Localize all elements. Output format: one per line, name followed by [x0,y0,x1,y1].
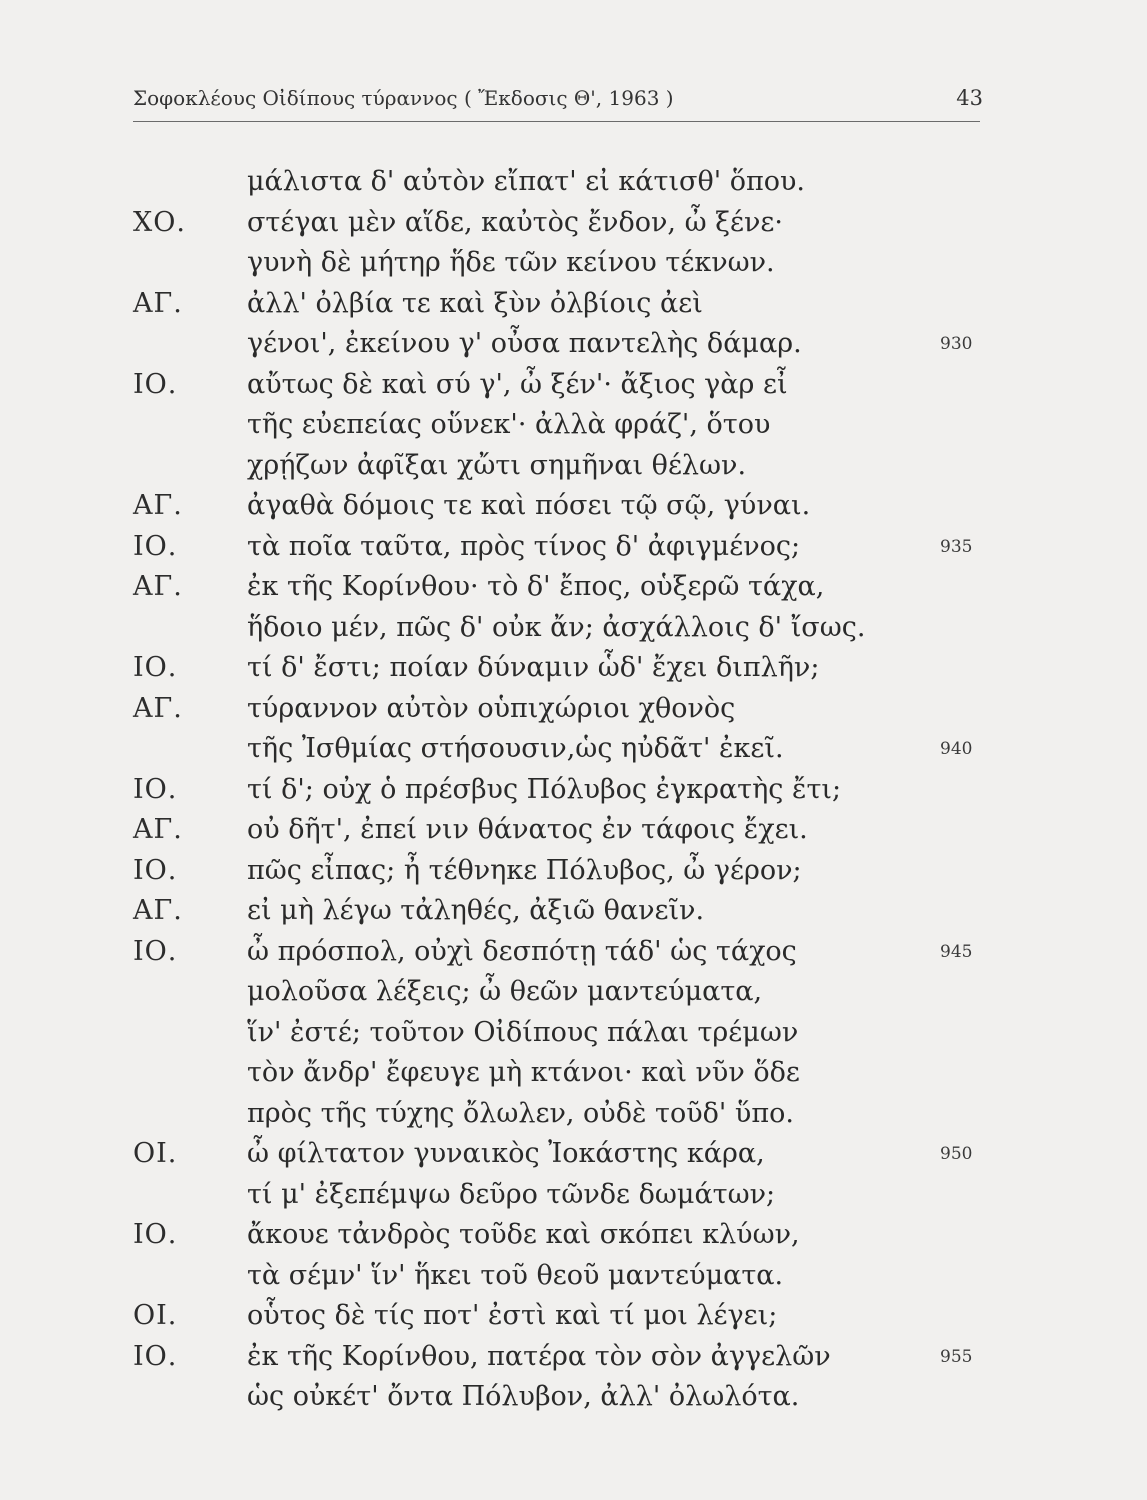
verse-text-line: τί μ' ἐξεπέμψω δεῦρο τῶνδε δωμάτων; [247,1178,776,1210]
verse-text-line: πῶς εἶπας; ἦ τέθνηκε Πόλυβος, ὦ γέρον; [247,854,802,886]
speaker-label: ΙΟ. [133,935,178,967]
verse-line [0,369,1147,409]
verse-text-line: ἐκ τῆς Κορίνθου, πατέρα τὸν σὸν ἀγγελῶν [247,1340,831,1372]
verse-text-line: αὔτως δὲ καὶ σύ γ', ὦ ξέν'· ἄξιος γὰρ εἶ [247,368,788,400]
verse-line [0,247,1147,287]
line-number: 940 [940,739,973,759]
verse-line [0,1098,1147,1138]
verse-text-line: τύραννον αὐτὸν οὑπιχώριοι χθονὸς [247,692,736,724]
verse-text-line: ἄκουε τἀνδρὸς τοῦδε καὶ σκόπει κλύων, [247,1219,800,1250]
verse-line [0,814,1147,854]
verse-text-line: τί δ' ἔστι; ποίαν δύναμιν ὧδ' ἔχει διπλῆν; [247,652,820,683]
speaker-label: ΟΙ. [133,1138,178,1169]
verse-text-line: γένοι', ἐκείνου γ' οὖσα παντελὴς δάμαρ. [247,328,802,359]
verse-line [0,571,1147,611]
speaker-label: ΙΟ. [133,652,178,683]
verse-text-line: ἀλλ' ὀλβία τε καὶ ξὺν ὀλβίοις ἀεὶ [247,287,703,319]
verse-line [0,1017,1147,1057]
line-number: 930 [940,334,973,354]
verse-line [0,612,1147,652]
verse-text-line: πρὸς τῆς τύχης ὄλωλεν, οὐδὲ τοῦδ' ὕπο. [247,1097,794,1129]
verse-text-line: τί δ'; οὐχ ὁ πρέσβυς Πόλυβος ἐγκρατὴς ἔτι; [247,773,842,805]
verse-text-line: οὐ δῆτ', ἐπεί νιν θάνατος ἐν τάφοις ἔχει. [247,814,808,845]
verse-line [0,1260,1147,1300]
verse-text-line: ἀγαθὰ δόμοις τε καὶ πόσει τῷ σῷ, γύναι. [247,490,811,521]
verse-line [0,490,1147,530]
verse-text-line: εἰ μὴ λέγω τἀληθές, ἀξιῶ θανεῖν. [247,895,705,926]
speaker-label: ΧΟ. [133,206,186,238]
verse-text-line: ὦ πρόσπολ, οὐχὶ δεσπότῃ τάδ' ὡς τάχος [247,935,797,967]
line-number: 945 [940,941,973,962]
verse-line [0,328,1147,368]
verse-text-line: τὰ ποῖα ταῦτα, πρὸς τίνος δ' ἀφιγμένος; [247,530,801,562]
verse-line [0,1057,1147,1097]
page-number: 43 [956,86,983,110]
verse-text-line: ἐκ τῆς Κορίνθου· τὸ δ' ἔπος, οὑξερῶ τάχα, [247,571,825,602]
verse-line [0,1341,1147,1381]
speaker-label: ΑΓ. [133,571,183,602]
line-number: 955 [940,1346,973,1367]
verse-line [0,1179,1147,1219]
verse-line [0,1381,1147,1421]
verse-line [0,207,1147,247]
verse-text-line: τῆς Ἰσθμίας στήσουσιν,ὡς ηὐδᾶτ' ἐκεῖ. [247,733,784,764]
speaker-label: ΙΟ. [133,368,178,400]
verse-text-line: στέγαι μὲν αἵδε, καὐτὸς ἔνδον, ὦ ξένε· [247,206,784,238]
verse-line [0,652,1147,692]
verse-text-line: μάλιστα δ' αὐτὸν εἴπατ' εἰ κάτισθ' ὅπου. [247,166,805,197]
verse-text-line: τὸν ἄνδρ' ἔφευγε μὴ κτάνοι· καὶ νῦν ὅδε [247,1057,800,1088]
verse-line [0,895,1147,935]
speaker-label: ΑΓ. [133,287,183,319]
verse-line [0,409,1147,449]
verse-text-line: γυνὴ δὲ μήτηρ ἥδε τῶν κείνου τέκνων. [247,247,775,278]
verse-line [0,166,1147,206]
verse-line [0,855,1147,895]
verse-text-line: ἥδοιο μέν, πῶς δ' οὐκ ἄν; ἀσχάλλοις δ' ἴσως. [247,611,866,643]
verse-text-line: χρῄζων ἀφῖξαι χὤτι σημῆναι θέλων. [247,449,747,481]
verse-line [0,774,1147,814]
verse-text-line: οὗτος δὲ τίς ποτ' ἐστὶ καὶ τί μοι λέγει; [247,1300,778,1331]
line-number: 950 [940,1144,973,1164]
verse-line [0,531,1147,571]
speaker-label: ΑΓ. [133,814,183,845]
verse-line [0,288,1147,328]
speaker-label: ΙΟ. [133,1219,178,1250]
speaker-label: ΑΓ. [133,692,183,724]
verse-text-line: ὦ φίλτατον γυναικὸς Ἰοκάστης κάρα, [247,1138,765,1169]
verse-text-line: τῆς εὐεπείας οὕνεκ'· ἀλλὰ φράζ', ὅτου [247,409,771,440]
verse-line [0,450,1147,490]
speaker-label: ΑΓ. [133,895,183,926]
verse-text-line: ὡς οὐκέτ' ὄντα Πόλυβον, ἀλλ' ὀλωλότα. [247,1381,800,1412]
verse-line [0,976,1147,1016]
verse-line [0,693,1147,733]
line-number: 935 [940,536,973,557]
verse-text-line: τὰ σέμν' ἵν' ἥκει τοῦ θεοῦ μαντεύματα. [247,1259,784,1291]
verse-line [0,1219,1147,1259]
speaker-label: ΙΟ. [133,530,178,562]
verse-line [0,733,1147,773]
speaker-label: ΙΟ. [133,773,178,805]
verse-line [0,936,1147,976]
running-title: Σοφοκλέους Οἰδίπους τύραννος ( Ἔκδοσις Θ', 1963 ) [133,86,674,110]
speaker-label: ΑΓ. [133,490,183,521]
speaker-label: ΙΟ. [133,1340,178,1372]
verse-text-line: ἵν' ἐστέ; τοῦτον Οἰδίπους πάλαι τρέμων [247,1016,799,1048]
verse-line [0,1300,1147,1340]
speaker-label: ΟΙ. [133,1300,178,1331]
verse-text-line: μολοῦσα λέξεις; ὦ θεῶν μαντεύματα, [247,976,763,1007]
speaker-label: ΙΟ. [133,854,178,886]
verse-line [0,1138,1147,1178]
